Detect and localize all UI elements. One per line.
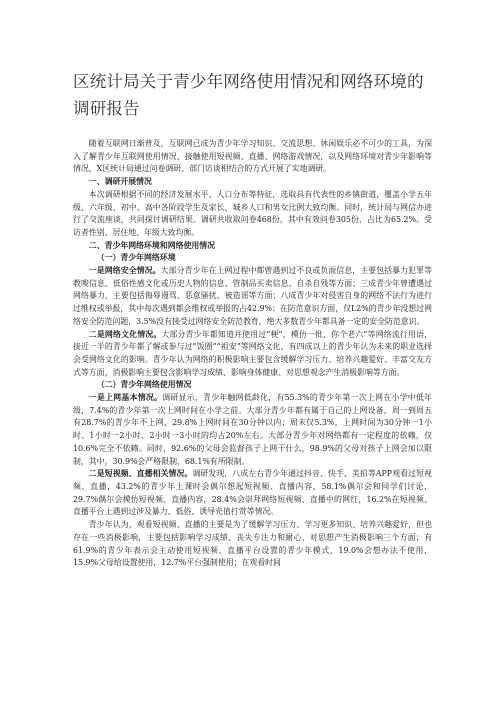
paragraph-lead: 一是网络安全情况。 <box>88 266 161 276</box>
paragraph-text: 大部分青少年都知道并使用过“梗”，模仿一批、你个老六”等网络流行用语，接近一半的青少年都了解或参与过“饭圈”“祖安”等网络文化，有四成以上的青少年认为未来的职业选择会受网络文化的影响。青少年认为网络的积极影响主要包含缓解学习压力、培养兴趣爱好、丰富交友方式等方面，消极影响主要包含影响学习成绩、影响身体健康、对思想观念产生消极影响等方面。 <box>73 329 432 377</box>
paragraph-text: 调研发现，八成左右青少年通过抖音、快手、美拍等APP观看过短视频、直播，43.2%的青少年上课时会偶尔想起短视频、直播内容，58.1%偶尔会和同学们讨论，29.7%偶尔会模仿短视频、直播内容，28.4%会崇拜网络短视频、直播中的网红，16.2%在短视频、直播平台上遇到过涉及暴力、低俗、诱导充值打赏等情况。 <box>73 469 432 517</box>
paragraph-network-culture <box>73 329 432 380</box>
paragraph-internet-basics <box>73 392 432 468</box>
paragraph-text: 调研显示，青少年触网低龄化，有55.3%的青少年第一次上网在小学中低年级，7.4%的青少年第一次上网时间在小学之前。大部分青少年都有属于自己的上网设备，周一到周五有28.7%的青少年不上网，29.8%上网时间在30分钟以内；周末仅5.3%，上网时间为30分钟一1小时、1小时一2小时、2小时一3小时的均占20%左右。大部分青少年对网络都有一定程度的依赖，仅10.6%完全不依赖。同时，92.6%的父母会监督孩子上网干什么，98.9%的父母对孩子上网会加以限制，其中，30.9%会严格限制，68.1%有所限制。 <box>73 393 432 466</box>
paragraph-network-security <box>73 265 432 329</box>
paragraph-lead: 一是上网基本情况。 <box>88 393 163 403</box>
paragraph-lead: 二是网络文化情况。 <box>88 329 162 339</box>
section-1-paragraph: 本次调研根据不同的经济发展水平、人口分布等特征，选取具有代表性的乡镇街道，覆盖小学五年级、六年级、初中、高中各阶段学生及家长，城乡人口和男女比例大致均衡。同时，统计局与网信办进行了交流座谈，共同探讨调研结果。调研共收取问卷468份，其中有效问卷305份，占比为65.2%。受访者性别、居住地、年级大致均衡。 <box>73 189 432 237</box>
paragraph-text: 大部分青少年在上网过程中都曾遇到过不良或负面信息，主要包括暴力犯罪等教唆信息、低俗性感文化或历史人物的信息、管制品买卖信息、自杀自残等方面；三成青少年曾遭遇过网络暴力，主要包括侮辱谩骂、恶意骚扰、被造谣等方面；八成青少年对侵害自身的网络不法行为进行过维权或举报，其中每次遇到都会维权或举报的占42.9%；在防范意识方面，仅L2%的青少年没想过网络安全防范问题，3.5%没有接受过网络安全防范教育，绝大多数青少年都具备一定的安全防范意识。 <box>73 266 432 326</box>
intro-paragraph: 随着互联网日渐普及，互联网已成为青少年学习知识、交流思想、休闲娱乐必不可少的工具，为深入了解青少年互联网使用情况、接触使用短视频、直播、网络游戏情况，以及网络环境对青少年影响等情况，X区统计局通过问卷调研、部门访谈相结合的方式开展了实地调研。 <box>73 139 432 174</box>
subsection-heading-2a: （一）青少年网络环境 <box>96 253 176 263</box>
section-heading-2: 二、青少年网络环境和网络使用情况 <box>88 240 216 250</box>
report-title: 区统计局关于青少年网络使用情况和网络环境的调研报告 <box>73 72 424 118</box>
paragraph-lead: 二是短视频、直播相关情况。 <box>88 469 193 479</box>
section-heading-1: 一、调研开展情况 <box>88 177 152 187</box>
report-body <box>73 138 432 570</box>
paragraph-short-video <box>73 468 432 519</box>
subsection-heading-2b: （二）青少年网络使用情况 <box>96 380 192 390</box>
paragraph-short-video-impact: 青少年认为，观看短视频、直播的主要是为了缓解学习压力、学习更多知识、培养兴趣爱好，但也存在一些消极影响，主要包括影响学习成绩、丧失专注力和耐心、对思想产生消极影响三个方面；有61.9%的青少年表示会主动使用短视频、直播平台设置的青少年模式，19.0%会想办法不使用，15.9%父母给设置使用，12.7%平台强制使用；在观看时间 <box>73 520 432 568</box>
